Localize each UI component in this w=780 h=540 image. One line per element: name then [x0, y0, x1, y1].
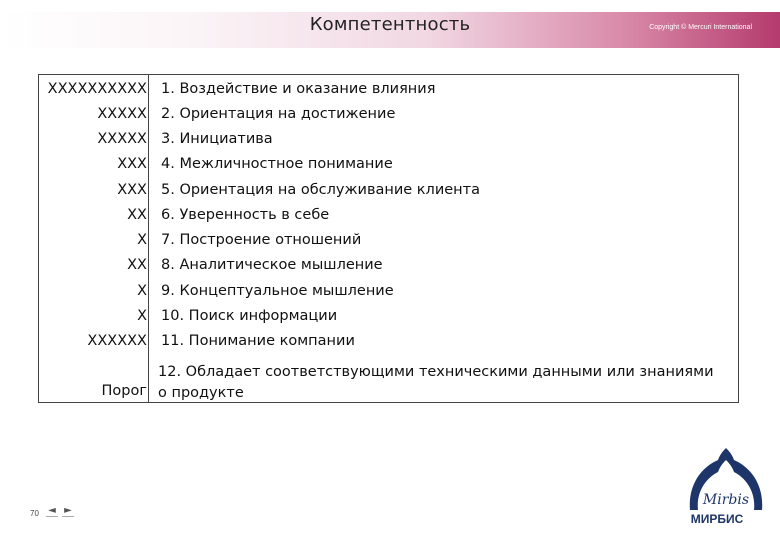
page-title: Компетентность: [309, 14, 471, 35]
table-row: [38, 280, 739, 304]
logo-name: МИРБИС: [690, 512, 744, 526]
threshold-competency: 12. Обладает соответствующими техническими данными или знаниями о продукте: [158, 364, 714, 401]
slide-nav: [46, 505, 74, 517]
rating-mark: XXX: [117, 182, 147, 198]
competency-label: 10. Поиск информации: [161, 308, 338, 324]
copyright-text: Copyright © Mercuri International: [649, 24, 752, 31]
table-row: [38, 305, 739, 329]
competency-label: 6. Уверенность в себе: [161, 207, 330, 223]
rating-mark: XX: [127, 257, 147, 273]
rating-mark: XXX: [117, 156, 147, 172]
competency-label: 2. Ориентация на достижение: [161, 106, 396, 122]
competency-label: 1. Воздействие и оказание влияния: [161, 81, 436, 97]
page-number: 70: [30, 509, 39, 518]
rating-mark: XX: [127, 207, 147, 223]
table-row: [38, 78, 739, 102]
table-row: [38, 103, 739, 127]
competency-label: 4. Межличностное понимание: [161, 156, 393, 172]
table-row: [38, 330, 739, 354]
rating-mark: XXXXX: [97, 131, 147, 147]
table-row: [38, 128, 739, 152]
rating-mark: XXXXXX: [87, 333, 147, 349]
rating-mark: XXXXX: [97, 106, 147, 122]
competency-label: 11. Понимание компании: [161, 333, 355, 349]
rating-mark: X: [137, 232, 147, 248]
threshold-label: Порог: [101, 383, 147, 399]
logo-script-text: Mirbis: [702, 492, 750, 508]
table-row: [38, 179, 739, 203]
rating-mark: X: [137, 308, 147, 324]
competency-label: 3. Инициатива: [161, 131, 273, 147]
table-row: [38, 153, 739, 177]
next-slide-icon[interactable]: ►: [62, 505, 74, 517]
competency-label: 7. Построение отношений: [161, 232, 362, 248]
table-row: [38, 229, 739, 253]
table-row: [38, 254, 739, 278]
competency-label: 8. Аналитическое мышление: [161, 257, 383, 273]
competency-label: 9. Концептуальное мышление: [161, 283, 394, 299]
table-row: [38, 204, 739, 228]
rating-mark: X: [137, 283, 147, 299]
rating-mark: XXXXXXXXXX: [47, 81, 147, 97]
competency-label: 5. Ориентация на обслуживание клиента: [161, 182, 480, 198]
prev-slide-icon[interactable]: ◄: [46, 505, 58, 517]
